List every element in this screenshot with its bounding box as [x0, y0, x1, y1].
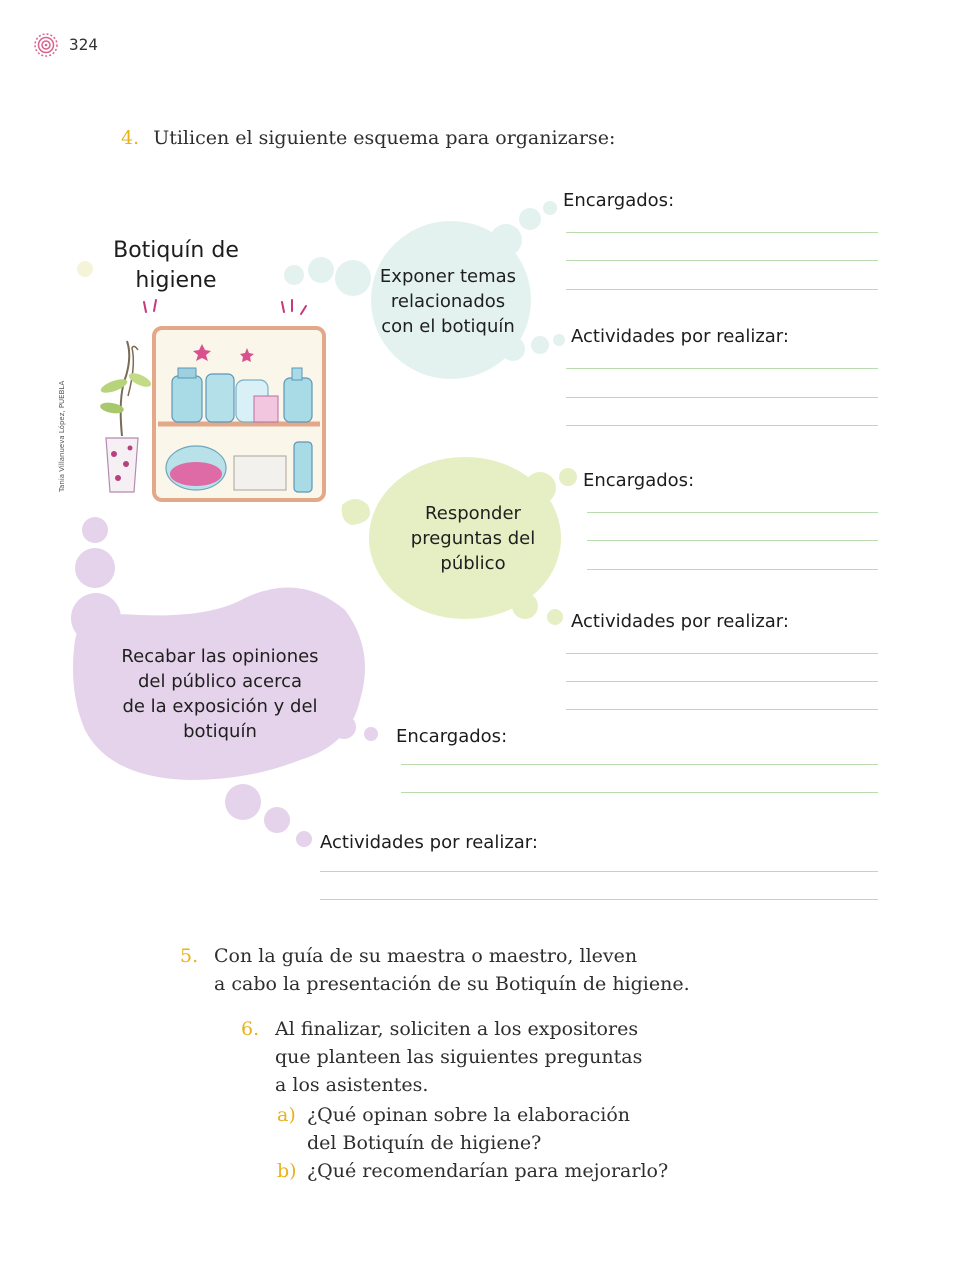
encargados-label-1: Encargados: — [563, 190, 675, 211]
write-line[interactable] — [587, 569, 878, 570]
write-line[interactable] — [587, 512, 878, 513]
illustration-title-line: Botiquín de — [113, 238, 239, 263]
bubble-text-line: botiquín — [183, 721, 257, 742]
bubble-mint-dot — [501, 337, 525, 361]
bubble-mint-text — [368, 264, 528, 339]
bubble-lilac-dot — [296, 831, 312, 847]
bubble-mint-dot — [490, 224, 522, 256]
bubble-lilac-dot — [225, 784, 261, 820]
actividades-label-3: Actividades por realizar: — [320, 832, 538, 853]
step-6-line: Al finalizar, soliciten a los expositores — [275, 1018, 639, 1040]
bubble-mint-dot — [308, 257, 334, 283]
step-5-line: Con la guía de su maestra o maestro, lleven — [214, 945, 638, 967]
write-line[interactable] — [566, 289, 878, 290]
step-6-number: 6. — [241, 1018, 260, 1040]
illustration-title-line: higiene — [135, 268, 217, 293]
question-a-line: ¿Qué opinan sobre la elaboración — [307, 1104, 631, 1126]
bubble-text-line: de la exposición y del — [122, 696, 318, 717]
write-line[interactable] — [566, 368, 878, 369]
bubble-text-line: Responder — [425, 503, 521, 524]
write-line[interactable] — [566, 425, 878, 426]
bubble-mint-dot — [519, 208, 541, 230]
question-a-marker: a) — [277, 1104, 296, 1126]
write-line[interactable] — [566, 397, 878, 398]
bubble-text-line: Recabar las opiniones — [121, 646, 319, 667]
write-line[interactable] — [320, 871, 878, 872]
bubble-mint-dot — [543, 201, 557, 215]
step-5-line: a cabo la presentación de su Botiquín de higiene. — [214, 973, 690, 995]
bubble-lime-dot — [524, 472, 556, 504]
question-a — [307, 1101, 630, 1157]
encargados-label-3: Encargados: — [396, 726, 508, 747]
step-6-line: que planteen las siguientes preguntas — [275, 1046, 643, 1068]
sparkle-icon — [144, 300, 306, 314]
bubble-lime-dot — [559, 468, 577, 486]
bubble-mint-dot — [531, 336, 549, 354]
step-5-number: 5. — [180, 945, 199, 967]
step-4-text: Utilicen el siguiente esquema para organizarse: — [153, 127, 616, 149]
step-6-line: a los asistentes. — [275, 1074, 429, 1096]
question-b: ¿Qué recomendarían para mejorarlo? — [307, 1160, 669, 1182]
botiquin-illustration — [92, 296, 332, 508]
bubble-lilac-dot — [264, 807, 290, 833]
write-line[interactable] — [566, 653, 878, 654]
bubble-text-line: público — [440, 553, 506, 574]
question-a-line: del Botiquín de higiene? — [307, 1132, 542, 1154]
bubble-text-line: del público acerca — [137, 671, 303, 692]
step-6-text — [275, 1015, 642, 1099]
write-line[interactable] — [587, 540, 878, 541]
write-line[interactable] — [401, 792, 878, 793]
bubble-lilac-dot — [82, 517, 108, 543]
bubble-lime-tail — [342, 499, 370, 525]
bubble-lilac-text — [110, 644, 330, 744]
write-line[interactable] — [401, 764, 878, 765]
write-line[interactable] — [566, 260, 878, 261]
step-5-text — [214, 942, 690, 998]
bubble-lilac-dot — [364, 727, 378, 741]
bubble-text-line: preguntas del — [410, 528, 536, 549]
bubble-text-line: Exponer temas — [379, 266, 517, 287]
bubble-mint-dot — [77, 261, 93, 277]
bubble-lilac-dot — [75, 548, 115, 588]
bubble-lime-text — [398, 501, 548, 576]
actividades-label-2: Actividades por realizar: — [571, 611, 789, 632]
illustration-credit: Tania Villanueva López, PUEBLA — [58, 380, 66, 492]
encargados-label-2: Encargados: — [583, 470, 695, 491]
write-line[interactable] — [566, 232, 878, 233]
bubble-mint-dot — [553, 334, 565, 346]
bubble-lime-dot — [547, 609, 563, 625]
write-line[interactable] — [566, 709, 878, 710]
page-number: 324 — [69, 35, 98, 54]
bubble-mint-dot — [284, 265, 304, 285]
actividades-label-1: Actividades por realizar: — [571, 326, 789, 347]
write-line[interactable] — [320, 899, 878, 900]
shelf-icon — [154, 328, 324, 500]
bubble-text-line: con el botiquín — [381, 316, 515, 337]
question-b-marker: b) — [277, 1160, 297, 1182]
step-4-number: 4. — [121, 127, 140, 149]
bubble-lilac-dot — [332, 715, 356, 739]
illustration-title — [100, 236, 252, 296]
bubble-text-line: relacionados — [390, 291, 506, 312]
bubble-lime-dot — [512, 593, 538, 619]
write-line[interactable] — [566, 681, 878, 682]
plant-icon — [99, 341, 153, 492]
bubble-mint-dot — [335, 260, 371, 296]
